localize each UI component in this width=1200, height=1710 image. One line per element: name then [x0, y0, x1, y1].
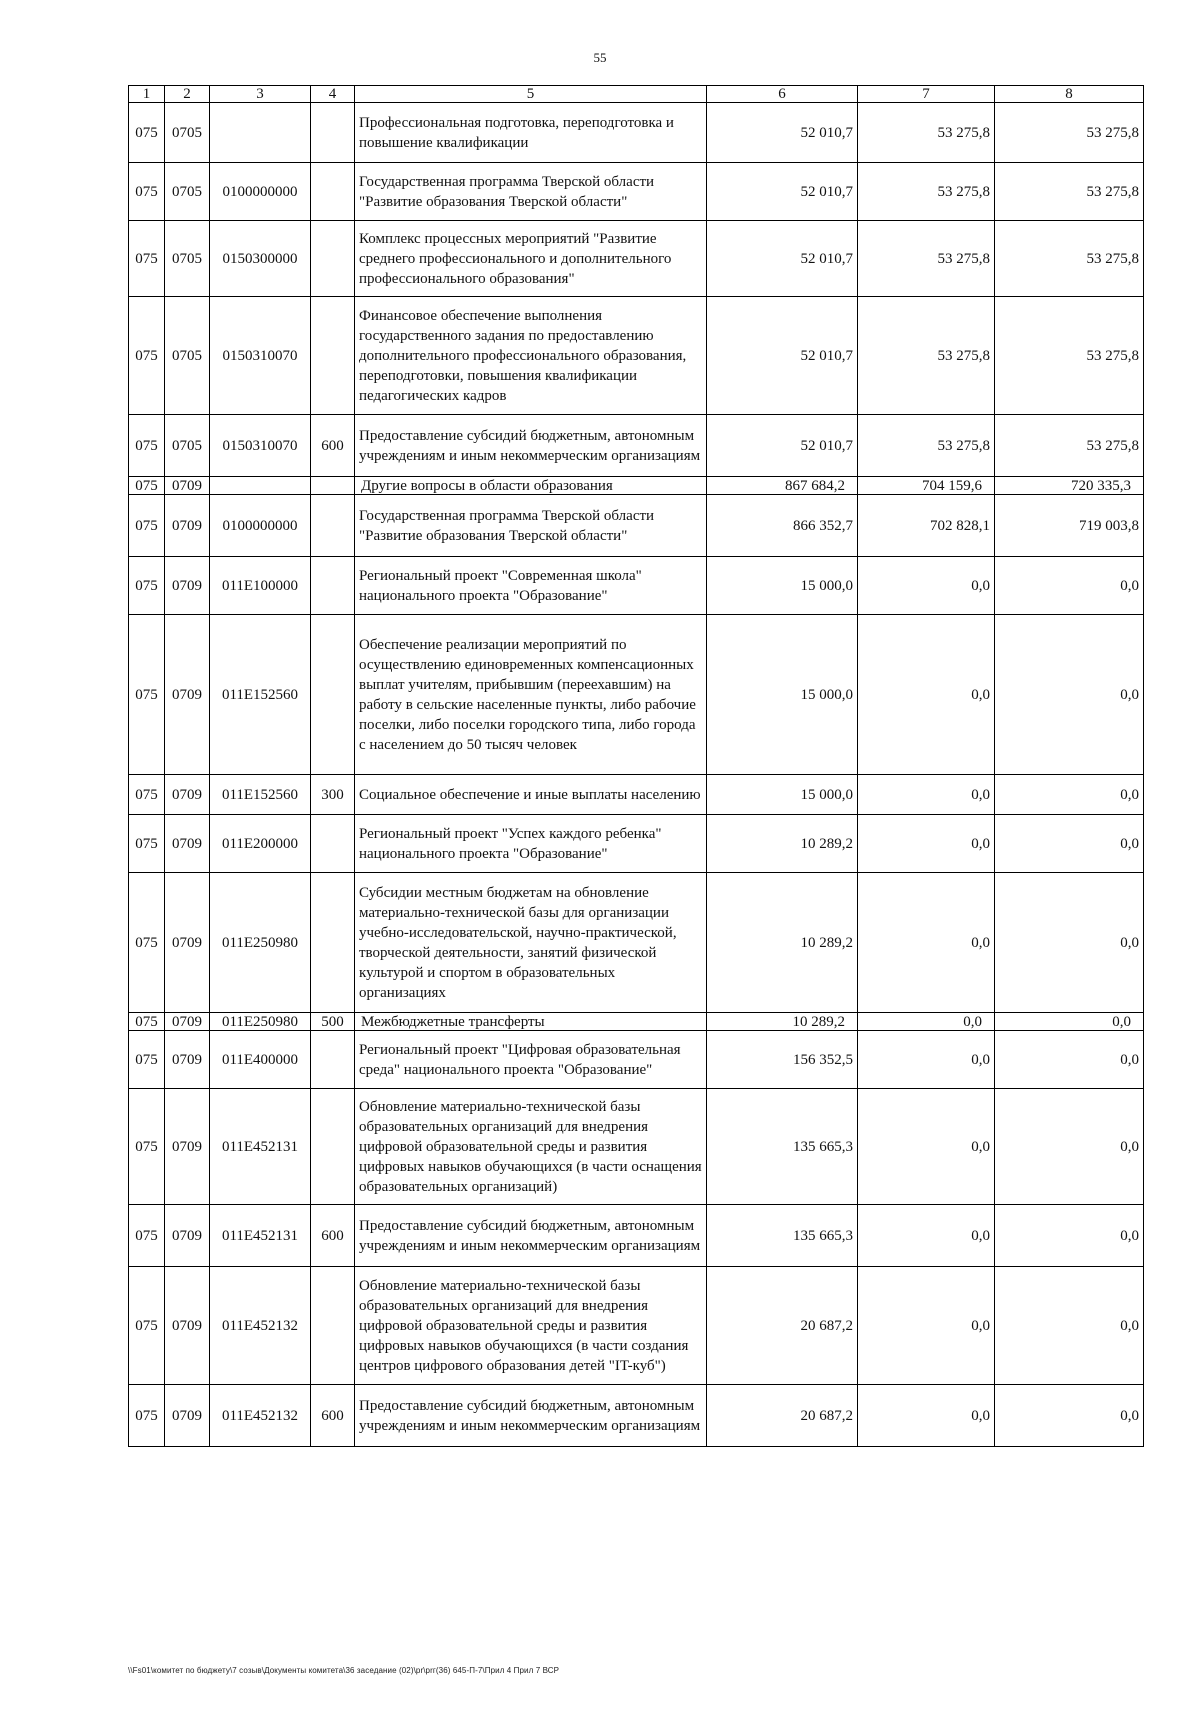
table-row: [129, 775, 1144, 815]
cell-value-7: 0,0: [858, 815, 995, 873]
cell-value-6: 10 289,2: [707, 873, 858, 1013]
cell-code-3: [210, 103, 311, 163]
cell-code-3: [210, 477, 311, 495]
table-row: [129, 297, 1144, 415]
cell-code-3: 011E452131: [210, 1205, 311, 1267]
cell-value-7: 0,0: [858, 1013, 995, 1031]
cell-value-7: 0,0: [858, 873, 995, 1013]
cell-code-1: 075: [129, 103, 165, 163]
table-row: [129, 1089, 1144, 1205]
table-row: [129, 615, 1144, 775]
cell-description: Обеспечение реализации мероприятий по осуществлению единовременных компенсационных выплат учителям, прибывшим (переехавшим) на работу в сельские населенные пункты, либо рабочие поселки, либо поселки городского типа, либо города с населением до 50 тысяч человек: [355, 615, 707, 775]
cell-value-6: 20 687,2: [707, 1267, 858, 1385]
cell-code-4: [311, 477, 355, 495]
cell-value-8: 0,0: [995, 1013, 1144, 1031]
cell-code-3: 011E452131: [210, 1089, 311, 1205]
cell-code-1: 075: [129, 1205, 165, 1267]
cell-code-2: 0709: [165, 1013, 210, 1031]
cell-code-4: 300: [311, 775, 355, 815]
col-header: 5: [355, 86, 707, 103]
cell-value-8: 53 275,8: [995, 163, 1144, 221]
col-header: 2: [165, 86, 210, 103]
page-number: 55: [593, 50, 607, 65]
cell-code-2: 0705: [165, 415, 210, 477]
table-row: [129, 221, 1144, 297]
cell-code-2: 0709: [165, 495, 210, 557]
table-row: [129, 1205, 1144, 1267]
cell-value-7: 702 828,1: [858, 495, 995, 557]
cell-value-6: 10 289,2: [707, 815, 858, 873]
cell-code-1: 075: [129, 1013, 165, 1031]
cell-description: Профессиональная подготовка, переподготовка и повышение квалификации: [355, 103, 707, 163]
cell-code-2: 0709: [165, 1267, 210, 1385]
cell-value-8: 0,0: [995, 815, 1144, 873]
cell-value-6: 15 000,0: [707, 775, 858, 815]
col-header: 4: [311, 86, 355, 103]
cell-value-7: 53 275,8: [858, 163, 995, 221]
cell-value-6: 135 665,3: [707, 1205, 858, 1267]
cell-value-8: 53 275,8: [995, 297, 1144, 415]
cell-code-3: 0100000000: [210, 495, 311, 557]
cell-value-8: 0,0: [995, 1089, 1144, 1205]
cell-code-1: 075: [129, 1089, 165, 1205]
cell-code-1: 075: [129, 615, 165, 775]
cell-code-4: 600: [311, 1205, 355, 1267]
table-row: [129, 557, 1144, 615]
table-row: [129, 415, 1144, 477]
cell-code-1: 075: [129, 477, 165, 495]
cell-code-1: 075: [129, 221, 165, 297]
cell-code-2: 0709: [165, 1385, 210, 1447]
cell-description: Обновление материально-технической базы образовательных организаций для внедрения цифровой образовательной среды и развития цифровых навыков обучающихся (в части создания центров цифрового образования детей "IT-куб"): [355, 1267, 707, 1385]
cell-description: Региональный проект "Современная школа" национального проекта "Образование": [355, 557, 707, 615]
cell-value-8: 0,0: [995, 1385, 1144, 1447]
cell-code-1: 075: [129, 873, 165, 1013]
cell-description: Финансовое обеспечение выполнения государственного задания по предоставлению дополнительного профессионального образования, переподготовки, повышения квалификации педагогических кадров: [355, 297, 707, 415]
cell-code-3: 011E152560: [210, 775, 311, 815]
cell-code-3: 011E250980: [210, 1013, 311, 1031]
cell-value-6: 52 010,7: [707, 415, 858, 477]
cell-description: Обновление материально-технической базы образовательных организаций для внедрения цифровой образовательной среды и развития цифровых навыков обучающихся (в части оснащения образовательных организаций): [355, 1089, 707, 1205]
cell-code-4: [311, 163, 355, 221]
col-header: 6: [707, 86, 858, 103]
table-row: [129, 1013, 1144, 1031]
cell-code-1: 075: [129, 297, 165, 415]
cell-code-4: 500: [311, 1013, 355, 1031]
cell-value-8: 53 275,8: [995, 415, 1144, 477]
cell-value-8: 720 335,3: [995, 477, 1144, 495]
cell-value-7: 53 275,8: [858, 221, 995, 297]
table-row: [129, 873, 1144, 1013]
cell-value-7: 0,0: [858, 557, 995, 615]
header-row: [129, 86, 1144, 103]
cell-code-3: 011E250980: [210, 873, 311, 1013]
cell-code-2: 0709: [165, 557, 210, 615]
table-row: [129, 103, 1144, 163]
cell-code-1: 075: [129, 815, 165, 873]
cell-description: Межбюджетные трансферты: [355, 1013, 707, 1031]
cell-value-8: 0,0: [995, 1267, 1144, 1385]
cell-value-7: 53 275,8: [858, 297, 995, 415]
cell-description: Государственная программа Тверской области "Развитие образования Тверской области": [355, 495, 707, 557]
cell-value-8: 0,0: [995, 615, 1144, 775]
cell-code-2: 0705: [165, 103, 210, 163]
cell-value-6: 866 352,7: [707, 495, 858, 557]
table-row: [129, 1385, 1144, 1447]
cell-description: Предоставление субсидий бюджетным, автономным учреждениям и иным некоммерческим организациям: [355, 415, 707, 477]
table-row: [129, 163, 1144, 221]
cell-value-8: 0,0: [995, 873, 1144, 1013]
cell-value-8: 0,0: [995, 1031, 1144, 1089]
cell-code-3: 011E452132: [210, 1267, 311, 1385]
cell-code-4: [311, 103, 355, 163]
cell-value-7: 53 275,8: [858, 415, 995, 477]
cell-value-6: 156 352,5: [707, 1031, 858, 1089]
cell-code-4: [311, 221, 355, 297]
cell-code-2: 0709: [165, 815, 210, 873]
cell-description: Государственная программа Тверской области "Развитие образования Тверской области": [355, 163, 707, 221]
cell-value-6: 135 665,3: [707, 1089, 858, 1205]
cell-value-8: 719 003,8: [995, 495, 1144, 557]
cell-code-3: 011E400000: [210, 1031, 311, 1089]
cell-value-7: 0,0: [858, 1031, 995, 1089]
cell-code-1: 075: [129, 557, 165, 615]
col-header: 1: [129, 86, 165, 103]
cell-code-3: 011E152560: [210, 615, 311, 775]
footer-file-path: \\Fs01\комитет по бюджету\7 созыв\Документы комитета\36 заседание (02)\pr\prг(36) 645-П-7\Прил 4 Прил 7 ВСР: [128, 1666, 560, 1675]
cell-value-8: 53 275,8: [995, 103, 1144, 163]
cell-code-1: 075: [129, 1267, 165, 1385]
cell-value-8: 0,0: [995, 1205, 1144, 1267]
cell-description: Предоставление субсидий бюджетным, автономным учреждениям и иным некоммерческим организациям: [355, 1385, 707, 1447]
cell-code-4: [311, 297, 355, 415]
cell-value-6: 52 010,7: [707, 221, 858, 297]
table-row: [129, 495, 1144, 557]
cell-code-3: 011E200000: [210, 815, 311, 873]
cell-value-6: 52 010,7: [707, 103, 858, 163]
table-row: [129, 1031, 1144, 1089]
cell-code-1: 075: [129, 1385, 165, 1447]
cell-code-2: 0709: [165, 873, 210, 1013]
cell-value-6: 20 687,2: [707, 1385, 858, 1447]
cell-value-7: 0,0: [858, 775, 995, 815]
cell-description: Региональный проект "Успех каждого ребенка" национального проекта "Образование": [355, 815, 707, 873]
cell-code-2: 0705: [165, 297, 210, 415]
cell-code-1: 075: [129, 775, 165, 815]
cell-value-6: 15 000,0: [707, 615, 858, 775]
cell-code-3: 011E100000: [210, 557, 311, 615]
cell-value-8: 53 275,8: [995, 221, 1144, 297]
cell-code-4: [311, 1089, 355, 1205]
cell-code-4: [311, 873, 355, 1013]
cell-value-8: 0,0: [995, 775, 1144, 815]
col-header: 3: [210, 86, 311, 103]
cell-code-4: [311, 1267, 355, 1385]
cell-code-2: 0705: [165, 163, 210, 221]
cell-value-7: 0,0: [858, 615, 995, 775]
cell-value-8: 0,0: [995, 557, 1144, 615]
table-row: [129, 477, 1144, 495]
cell-code-3: 011E452132: [210, 1385, 311, 1447]
cell-description: Предоставление субсидий бюджетным, автономным учреждениям и иным некоммерческим организациям: [355, 1205, 707, 1267]
cell-code-1: 075: [129, 1031, 165, 1089]
cell-value-7: 0,0: [858, 1205, 995, 1267]
cell-code-4: [311, 615, 355, 775]
cell-code-4: [311, 495, 355, 557]
col-header: 8: [995, 86, 1144, 103]
cell-code-2: 0709: [165, 615, 210, 775]
cell-value-7: 0,0: [858, 1385, 995, 1447]
cell-code-2: 0709: [165, 1089, 210, 1205]
cell-description: Комплекс процессных мероприятий "Развитие среднего профессионального и дополнительного профессионального образования": [355, 221, 707, 297]
cell-value-6: 15 000,0: [707, 557, 858, 615]
cell-value-6: 52 010,7: [707, 163, 858, 221]
col-header: 7: [858, 86, 995, 103]
cell-description: Другие вопросы в области образования: [355, 477, 707, 495]
cell-code-1: 075: [129, 163, 165, 221]
cell-code-4: 600: [311, 1385, 355, 1447]
cell-description: Социальное обеспечение и иные выплаты населению: [355, 775, 707, 815]
cell-code-4: 600: [311, 415, 355, 477]
cell-value-6: 10 289,2: [707, 1013, 858, 1031]
cell-description: Субсидии местным бюджетам на обновление материально-технической базы для организации учебно-исследовательской, научно-практической, творческой деятельности, занятий физической культурой и спортом в образовательных организациях: [355, 873, 707, 1013]
cell-code-4: [311, 1031, 355, 1089]
cell-value-6: 867 684,2: [707, 477, 858, 495]
cell-code-3: 0150310070: [210, 415, 311, 477]
cell-description: Региональный проект "Цифровая образовательная среда" национального проекта "Образование": [355, 1031, 707, 1089]
cell-value-7: 0,0: [858, 1089, 995, 1205]
cell-value-7: 704 159,6: [858, 477, 995, 495]
cell-code-2: 0709: [165, 1205, 210, 1267]
cell-code-2: 0709: [165, 1031, 210, 1089]
cell-code-3: 0150300000: [210, 221, 311, 297]
cell-code-3: 0150310070: [210, 297, 311, 415]
table-row: [129, 1267, 1144, 1385]
cell-code-4: [311, 815, 355, 873]
cell-value-6: 52 010,7: [707, 297, 858, 415]
budget-table: [128, 85, 1144, 1447]
cell-code-2: 0705: [165, 221, 210, 297]
cell-code-3: 0100000000: [210, 163, 311, 221]
cell-code-4: [311, 557, 355, 615]
cell-value-7: 53 275,8: [858, 103, 995, 163]
cell-code-2: 0709: [165, 477, 210, 495]
cell-code-2: 0709: [165, 775, 210, 815]
table-row: [129, 815, 1144, 873]
cell-value-7: 0,0: [858, 1267, 995, 1385]
cell-code-1: 075: [129, 415, 165, 477]
cell-code-1: 075: [129, 495, 165, 557]
